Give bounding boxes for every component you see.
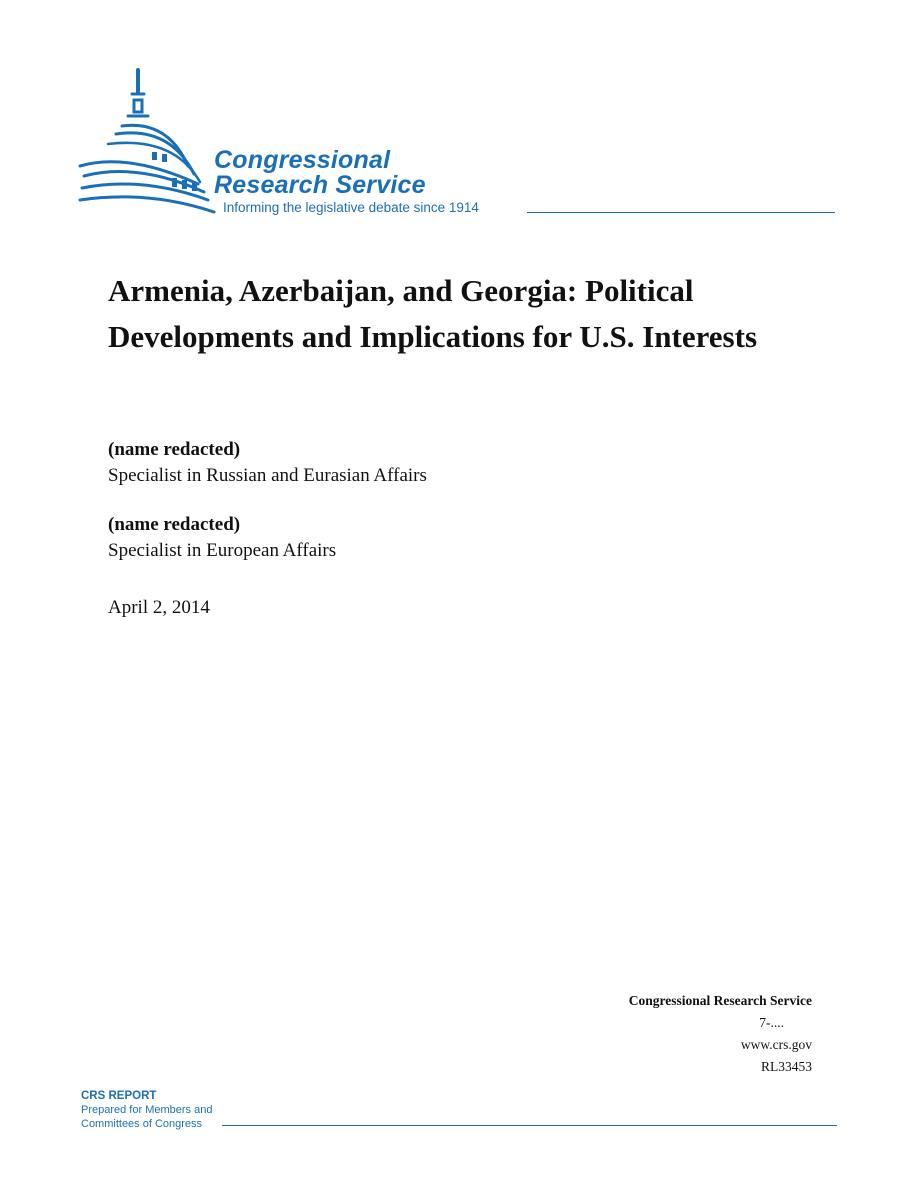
logo-name-line1: Congressional xyxy=(214,146,391,174)
meta-website: www.crs.gov xyxy=(740,1037,812,1052)
meta-number: 7-.... xyxy=(759,1015,784,1030)
footer-label: CRS REPORT xyxy=(81,1090,157,1102)
logo-tagline: Informing the legislative debate since 1914 xyxy=(223,200,479,215)
report-title: Armenia, Azerbaijan, and Georgia: Political Developments and Implications for U.S. Interests xyxy=(108,273,758,354)
author-name: (name redacted) xyxy=(108,514,241,535)
footer xyxy=(81,1089,837,1133)
author-role: Specialist in European Affairs xyxy=(108,540,337,561)
author-block xyxy=(108,512,336,564)
footer-line1: Prepared for Members and xyxy=(81,1104,213,1116)
crs-logo xyxy=(78,66,838,218)
report-date: April 2, 2014 xyxy=(108,597,210,618)
logo-divider xyxy=(527,212,835,213)
meta-organization: Congressional Research Service xyxy=(628,993,812,1008)
meta-report-id: RL33453 xyxy=(760,1059,812,1074)
footer-divider xyxy=(222,1125,837,1126)
author-block xyxy=(108,437,427,489)
footer-line2: Committees of Congress xyxy=(81,1118,203,1130)
capitol-dome-icon xyxy=(78,66,218,218)
logo-name-line2: Research Service xyxy=(214,171,426,199)
report-meta xyxy=(629,990,812,1078)
author-role: Specialist in Russian and Eurasian Affairs xyxy=(108,465,427,486)
author-name: (name redacted) xyxy=(108,439,241,460)
